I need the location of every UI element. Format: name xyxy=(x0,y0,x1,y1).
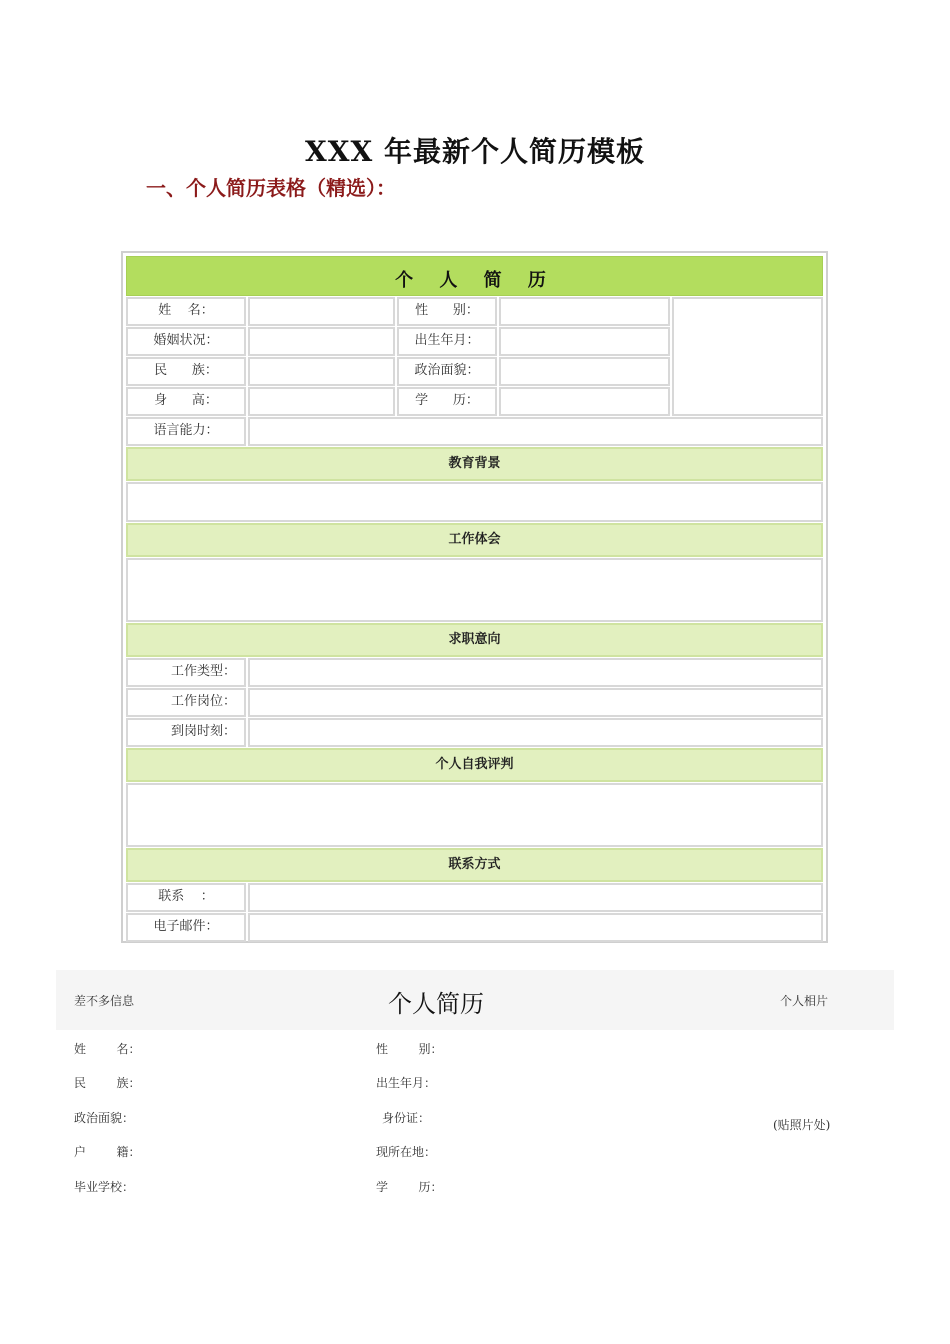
name-field[interactable] xyxy=(248,297,395,326)
r2-ethnicity-label: 民 族： xyxy=(74,1076,141,1090)
ethnicity-field[interactable] xyxy=(248,357,395,386)
r2-name-label: 姓 名： xyxy=(74,1042,141,1056)
education-label: 学 历： xyxy=(397,387,497,416)
basic-info-label: 差不多信息 xyxy=(74,994,135,1008)
photo-area[interactable] xyxy=(672,297,823,416)
phone-label: 联系 ： xyxy=(126,883,246,912)
resume-header xyxy=(126,256,823,296)
r2-birth-label: 出生年月： xyxy=(376,1076,437,1090)
r2-political-label: 政治面貌： xyxy=(74,1111,135,1125)
r2-location-label: 现所在地： xyxy=(376,1145,437,1159)
height-field[interactable] xyxy=(248,387,395,416)
birth-label: 出生年月： xyxy=(397,327,497,356)
phone-field[interactable] xyxy=(248,883,823,912)
marital-field[interactable] xyxy=(248,327,395,356)
r2-household-label: 户 籍： xyxy=(74,1145,141,1159)
self-evaluation-field[interactable] xyxy=(126,783,823,847)
name-label: 姓 名： xyxy=(126,297,246,326)
self-evaluation-header: 个人自我评判 xyxy=(126,748,823,782)
job-type-field[interactable] xyxy=(248,658,823,687)
gender-field[interactable] xyxy=(499,297,670,326)
r2-school-label: 毕业学校： xyxy=(74,1180,135,1194)
height-label: 身 高： xyxy=(126,387,246,416)
resume-table xyxy=(121,251,828,943)
language-field[interactable] xyxy=(248,417,823,446)
start-time-field[interactable] xyxy=(248,718,823,747)
ethnicity-label: 民 族： xyxy=(126,357,246,386)
resume2-title: 个人简历 xyxy=(388,990,484,1018)
contact-header: 联系方式 xyxy=(126,848,823,882)
political-field[interactable] xyxy=(499,357,670,386)
gender-label: 性 别： xyxy=(397,297,497,326)
education-background-field[interactable] xyxy=(126,482,823,522)
photo-label: 个人相片 xyxy=(780,994,829,1008)
job-position-field[interactable] xyxy=(248,688,823,717)
political-label: 政治面貌： xyxy=(397,357,497,386)
r2-id-label: 身份证： xyxy=(382,1111,431,1125)
job-intention-header: 求职意向 xyxy=(126,623,823,657)
document-title: XXX 年最新个人简历模板 xyxy=(305,135,645,168)
job-type-label: 工作类型： xyxy=(126,658,246,687)
resume-header-title: 个 人 简 历 xyxy=(395,270,556,291)
job-position-label: 工作岗位： xyxy=(126,688,246,717)
resume2-header xyxy=(56,970,894,1030)
education-background-header: 教育背景 xyxy=(126,447,823,481)
marital-label: 婚姻状况： xyxy=(126,327,246,356)
section-heading: 一、个人简历表格（精选）： xyxy=(146,176,396,200)
language-label: 语言能力： xyxy=(126,417,246,446)
start-time-label: 到岗时刻： xyxy=(126,718,246,747)
email-field[interactable] xyxy=(248,913,823,942)
r2-gender-label: 性 别： xyxy=(376,1042,443,1056)
education-field[interactable] xyxy=(499,387,670,416)
email-label: 电子邮件： xyxy=(126,913,246,942)
photo-placeholder: (贴照片处) xyxy=(773,1118,831,1132)
work-experience-field[interactable] xyxy=(126,558,823,622)
r2-education-label: 学 历： xyxy=(376,1180,443,1194)
work-experience-header: 工作体会 xyxy=(126,523,823,557)
birth-field[interactable] xyxy=(499,327,670,356)
